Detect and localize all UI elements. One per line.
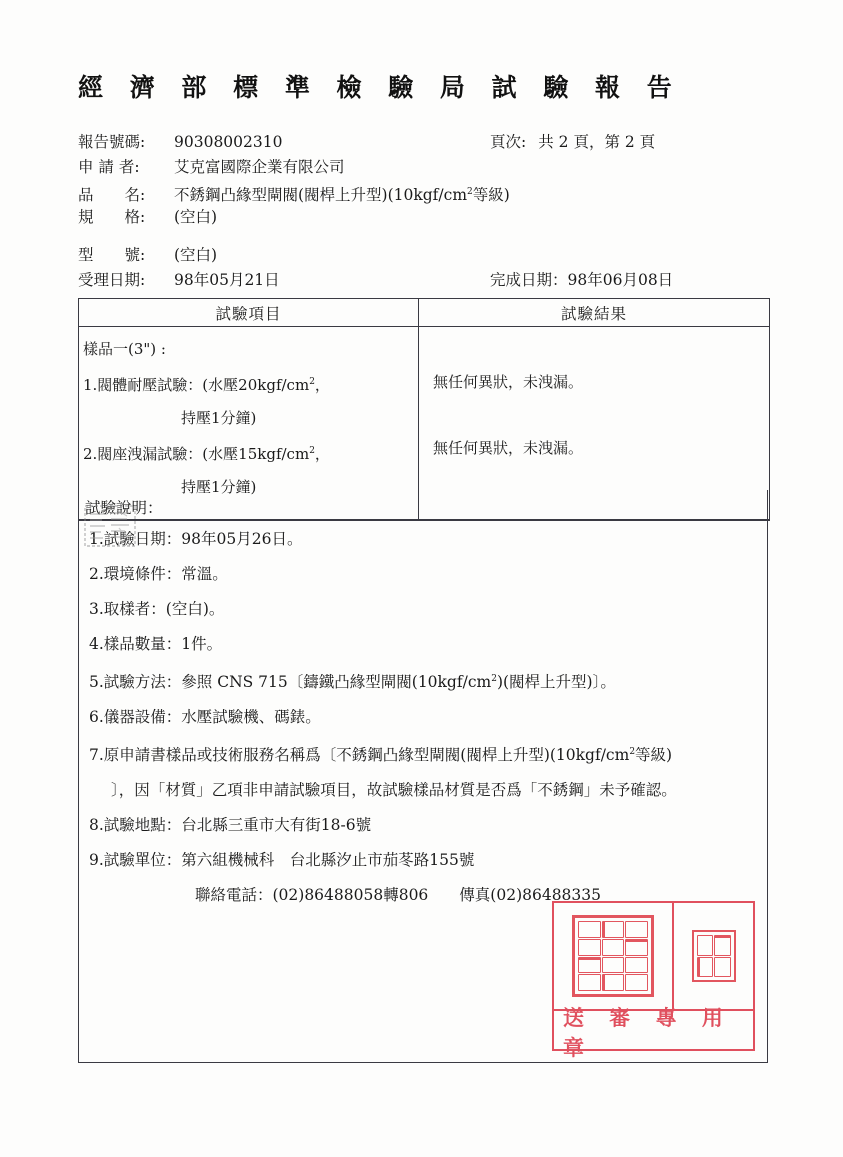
note-item-5-unit-exponent: 2 [491, 674, 497, 684]
note-item-5-post: )(閥桿上升型)〕。 [496, 673, 616, 692]
meta-row-model [78, 243, 768, 268]
note-item-6: 6.儀器設備：水壓試驗機、碼錶。 [89, 708, 321, 727]
table-header-row [79, 299, 769, 327]
seal-script-small-icon [692, 930, 736, 982]
note-item-2: 2.環境條件：常溫。 [89, 565, 228, 583]
seal-script-block-icon [572, 915, 654, 997]
note-item-4: 4.樣品數量：1件。 [89, 635, 223, 653]
note-item-7-post: 等級) [635, 746, 673, 765]
test-results-table [78, 298, 770, 521]
note-item-1: 1.試驗日期：98年05月26日。 [89, 530, 303, 548]
meta-row-spec [78, 205, 768, 230]
report-no-value: 90308002310 [174, 133, 283, 151]
seal-small-block [674, 903, 753, 1009]
model-label: 型 號: [78, 246, 146, 264]
test-item-1-suffix: ， [314, 376, 330, 394]
approval-seal-stamp [552, 901, 755, 1060]
product-label: 品 名: [78, 186, 146, 205]
test-result-1: 無任何異狀，未洩漏。 [433, 373, 584, 391]
meta-row-product [78, 180, 768, 205]
note-item-7 [85, 735, 767, 773]
notes-title: 試驗說明： [85, 499, 163, 517]
model-value: (空白) [174, 246, 218, 264]
test-item-2-suffix: ， [314, 445, 330, 463]
product-unit-exponent: 2 [467, 187, 473, 197]
product-value [170, 180, 510, 208]
test-item-2-unit-exponent: 2 [309, 446, 315, 456]
seal-large-block [554, 903, 674, 1009]
complete-date [490, 268, 673, 293]
note-item-5 [85, 662, 767, 700]
note-contact-line: 聯絡電話：(02)86488058轉806 傳真(02)86488335 [195, 886, 602, 905]
note-item-3: 3.取樣者：(空白)。 [89, 600, 225, 618]
column-header-test-result: 試驗結果 [560, 304, 627, 323]
note-item-5-pre: 5.試驗方法：參照 CNS 715〔鑄鐵凸緣型閘閥(10kgf/cm [89, 673, 492, 692]
page-label: 頁次: [490, 133, 527, 151]
accept-date-label: 受理日期: [78, 271, 146, 289]
header-meta [78, 130, 768, 293]
complete-date-label: 完成日期： [490, 271, 568, 289]
page-value: 共 2 頁，第 2 頁 [538, 133, 656, 151]
applicant-label: 申 請 者: [78, 158, 140, 176]
meta-row-dates [78, 268, 768, 293]
test-item-1-line-2: 持壓1分鐘) [181, 409, 257, 427]
test-item-1-unit-exponent: 2 [309, 377, 315, 387]
note-item-9: 9.試驗單位：第六組機械科 台北縣汐止市茄苳路155號 [89, 851, 475, 870]
spec-value: (空白) [174, 208, 218, 226]
test-result-2: 無任何異狀，未洩漏。 [433, 439, 584, 457]
result-spacer-mid [433, 399, 769, 432]
page-title: 經 濟 部 標 準 檢 驗 局 試 驗 報 告 [78, 73, 681, 102]
sample-label: 樣品一(3") : [83, 340, 166, 358]
page-indicator [490, 130, 655, 155]
seal-top-section [554, 903, 753, 1011]
note-item-7-pre: 7.原申請書樣品或技術服務名稱爲〔不銹鋼凸緣型閘閥(閥桿上升型)(10kgf/cm [89, 746, 630, 765]
note-item-7-unit-exponent: 2 [629, 747, 636, 758]
test-item-1-text: 1.閥體耐壓試驗：(水壓20kgf/cm [83, 376, 310, 394]
product-value-post: 等級) [472, 186, 510, 205]
note-item-7-continuation: 〕，因「材質」乙項非申請試驗項目，故試驗樣品材質是否爲「不銹鋼」未予確認。 [111, 781, 677, 800]
meta-row-report-no [78, 130, 768, 155]
complete-date-value: 98年06月08日 [567, 271, 674, 289]
accept-date-value: 98年05月21日 [174, 271, 280, 289]
note-item-8: 8.試驗地點：台北縣三重市大有街18-6號 [89, 816, 372, 835]
test-item-1-line-1 [83, 366, 418, 402]
applicant-value: 艾克富國際企業有限公司 [174, 158, 345, 176]
seal-caption: 送 審 專 用 章 [563, 1005, 732, 1060]
report-no-label: 報告號碼: [78, 133, 146, 151]
test-item-2-line-2: 持壓1分鐘) [181, 478, 257, 496]
product-value-pre: 不銹鋼凸緣型閘閥(閥桿上升型)(10kgf/cm [174, 186, 468, 205]
result-spacer-top [433, 333, 769, 366]
meta-row-applicant [78, 155, 768, 180]
test-item-2-line-1 [83, 435, 418, 471]
column-header-test-item: 試驗項目 [79, 299, 419, 326]
spec-label: 規 格: [78, 208, 146, 226]
test-item-2-text: 2.閥座洩漏試驗：(水壓15kgf/cm [83, 445, 310, 463]
